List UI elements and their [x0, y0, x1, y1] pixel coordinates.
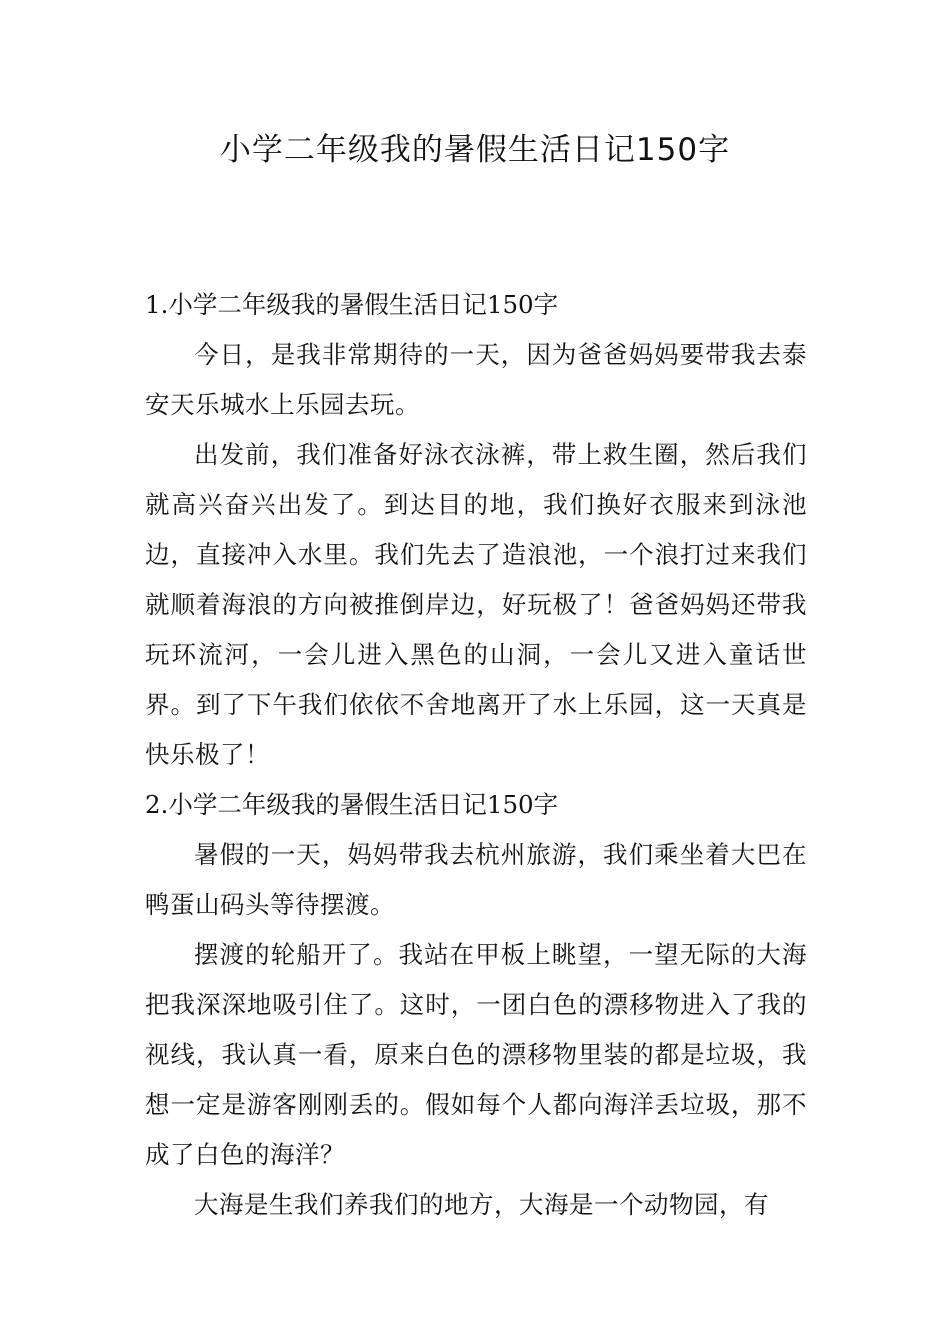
- diary-section-1: [145, 280, 807, 780]
- paragraph: 摆渡的轮船开了。我站在甲板上眺望，一望无际的大海把我深深地吸引住了。这时，一团白色的漂移物进入了我的视线，我认真一看，原来白色的漂移物里装的都是垃圾，我想一定是游客刚刚丢的。假如每个人都向海洋丢垃圾，那不成了白色的海洋？: [145, 940, 807, 1169]
- paragraph: 出发前，我们准备好泳衣泳裤，带上救生圈，然后我们就高兴奋兴出发了。到达目的地，我们换好衣服来到泳池边，直接冲入水里。我们先去了造浪池，一个浪打过来我们就顺着海浪的方向被推倒岸边，好玩极了！爸爸妈妈还带我玩环流河，一会儿进入黑色的山洞，一会儿又进入童话世界。到了下午我们依依不舍地离开了水上乐园，这一天真是快乐极了！: [145, 440, 807, 769]
- paragraph: 大海是生我们养我们的地方，大海是一个动物园，有: [194, 1190, 769, 1219]
- section-heading: 1.小学二年级我的暑假生活日记150字: [145, 290, 559, 319]
- paragraph: 今日，是我非常期待的一天，因为爸爸妈妈要带我去泰安天乐城水上乐园去玩。: [145, 340, 807, 419]
- page-title: 小学二年级我的暑假生活日记150字: [219, 132, 731, 168]
- paragraph: 暑假的一天，妈妈带我去杭州旅游，我们乘坐着大巴在鸭蛋山码头等待摆渡。: [145, 840, 807, 919]
- document-body: [145, 280, 807, 1230]
- section-heading: 2.小学二年级我的暑假生活日记150字: [145, 790, 559, 819]
- diary-section-2: [145, 780, 807, 1230]
